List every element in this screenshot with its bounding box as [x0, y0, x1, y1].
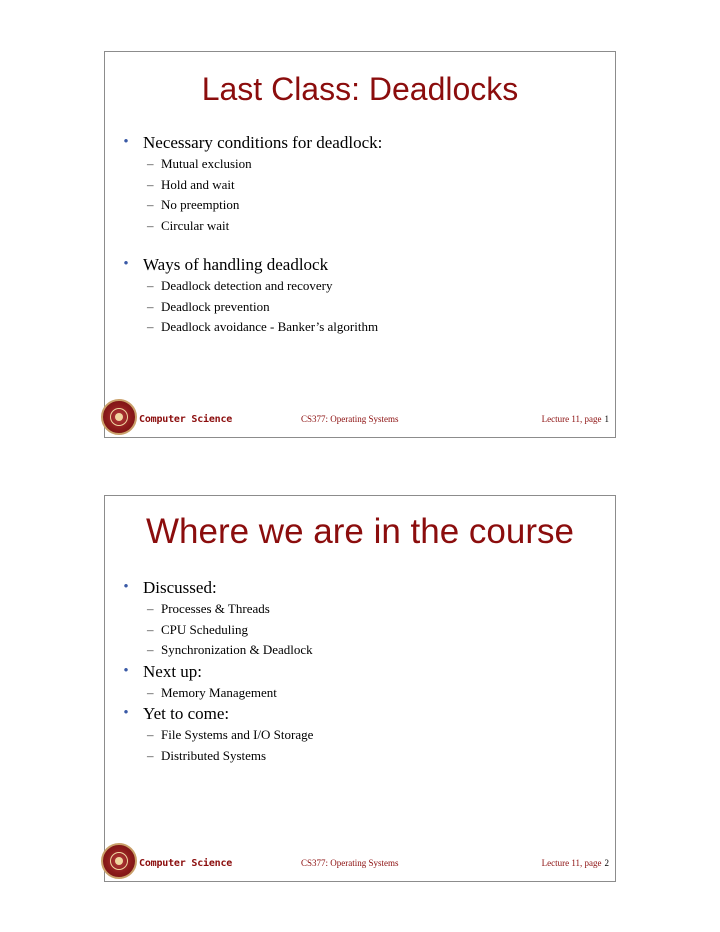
sub-item: [147, 297, 605, 318]
sub-item-text: Distributed Systems: [161, 747, 267, 763]
sub-list: [119, 276, 605, 338]
sub-item-text: Memory Management: [161, 684, 277, 700]
bullet-item: [119, 132, 605, 153]
slide-title: Last Class: Deadlocks: [201, 71, 519, 107]
lecture-label: Lecture 11, page: [541, 858, 602, 868]
dash-icon: –: [147, 278, 154, 293]
sub-item-text: File Systems and I/O Storage: [161, 727, 314, 742]
dash-icon: –: [147, 176, 154, 192]
dash-icon: –: [147, 747, 154, 763]
slide-body: [119, 577, 605, 766]
dash-icon: –: [147, 601, 154, 616]
bullet-icon: •: [123, 134, 129, 150]
sub-item: [147, 216, 605, 237]
dash-icon: –: [147, 298, 154, 314]
page-label: [542, 858, 609, 868]
sub-list: [119, 599, 605, 661]
dash-icon: –: [147, 197, 154, 212]
bullet-text: Ways of handling deadlock: [143, 255, 329, 274]
bullet-text: Next up:: [143, 661, 203, 681]
department-label: Computer Science: [139, 414, 233, 425]
bullet-text: Yet to come:: [143, 704, 230, 723]
sub-item-text: Circular wait: [161, 217, 230, 233]
slide-1: [104, 51, 616, 438]
university-seal-icon: [101, 399, 137, 435]
course-label: CS377: Operating Systems: [301, 414, 399, 424]
page-number: 1: [604, 414, 609, 424]
sub-list: [119, 683, 605, 704]
bullet-item: [119, 661, 605, 682]
sub-item-text: Deadlock avoidance - Banker’s algorithm: [161, 319, 379, 334]
sub-list: [119, 154, 605, 236]
bullet-icon: •: [123, 705, 129, 721]
bullet-icon: •: [123, 256, 129, 272]
sub-item-text: Mutual exclusion: [161, 156, 252, 171]
dash-icon: –: [147, 684, 154, 700]
slide-footer: [105, 845, 615, 881]
bullet-text: Discussed:: [143, 578, 217, 597]
page-number: 2: [604, 858, 609, 868]
sub-item-text: Synchronization & Deadlock: [161, 642, 313, 657]
sub-list: [119, 725, 605, 766]
sub-item-text: Deadlock prevention: [161, 298, 270, 314]
sub-item: [147, 317, 605, 338]
department-label: Computer Science: [139, 858, 233, 869]
sub-item: [147, 640, 605, 661]
page-label: [542, 414, 609, 424]
sub-item: [147, 746, 605, 767]
sub-item: [147, 276, 605, 297]
lecture-label: Lecture 11, page: [541, 414, 602, 424]
dash-icon: –: [147, 727, 154, 742]
bullet-item: [119, 254, 605, 275]
slide-footer: [105, 401, 615, 437]
bullet-item: [119, 577, 605, 598]
bullet-icon: •: [123, 662, 129, 679]
sub-item: [147, 195, 605, 216]
sub-item: [147, 683, 605, 704]
sub-item-text: Deadlock detection and recovery: [161, 278, 333, 293]
university-seal-icon: [101, 843, 137, 879]
bullet-icon: •: [123, 579, 129, 595]
course-label: CS377: Operating Systems: [301, 858, 399, 868]
slide-title: Where we are in the course: [146, 512, 574, 551]
slide-2: [104, 495, 616, 882]
dash-icon: –: [147, 621, 154, 637]
sub-item-text: No preemption: [161, 197, 240, 212]
sub-item: [147, 154, 605, 175]
slide-body: [119, 132, 605, 338]
sub-item-text: CPU Scheduling: [161, 621, 249, 637]
bullet-item: [119, 703, 605, 724]
dash-icon: –: [147, 319, 154, 334]
sub-item: [147, 620, 605, 641]
dash-icon: –: [147, 217, 154, 233]
sub-item: [147, 599, 605, 620]
sub-item-text: Hold and wait: [161, 176, 235, 192]
sub-item-text: Processes & Threads: [161, 601, 270, 616]
dash-icon: –: [147, 156, 154, 171]
bullet-text: Necessary conditions for deadlock:: [143, 133, 383, 152]
dash-icon: –: [147, 642, 154, 657]
sub-item: [147, 175, 605, 196]
sub-item: [147, 725, 605, 746]
